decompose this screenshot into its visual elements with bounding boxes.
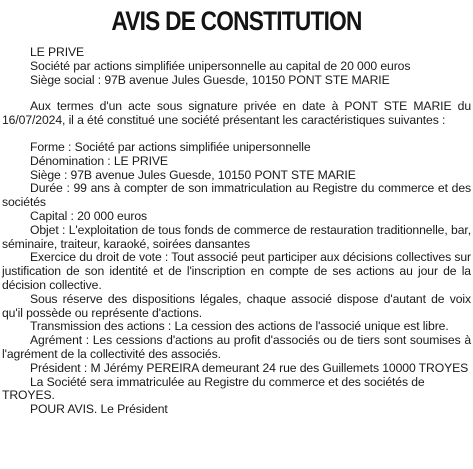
notice-body (2, 46, 471, 417)
notice-title: AVIS DE CONSTITUTION (111, 6, 362, 36)
clause-president: Président : M Jérémy PEREIRA demeurant 24 rue des Guillemets 10000 TROYES (30, 360, 469, 375)
clause-objet: Objet : L'exploitation de tous fonds de commerce de restauration traditionnelle, bar, séminaire, traiteur, karaoké, soirées dansantes (2, 222, 471, 251)
intro-paragraph: Aux termes d'un acte sous signature privée en date à PONT STE MARIE du 16/07/2024, il a été constitué une société présentant les caractéristiques suivantes : (2, 99, 471, 128)
clause-capital: Capital : 20 000 euros (30, 208, 148, 223)
header-company: LE PRIVE (30, 45, 85, 59)
signature-line: POUR AVIS. Le Président (30, 402, 168, 417)
clause-agrement: Agrément : Les cessions d'actions au profit d'associés ou de tiers sont soumises à l'agrément de la collectivité des associés. (2, 333, 471, 361)
header-capital: Société par actions simplifiée unipersonnelle au capital de 20 000 euros (30, 58, 411, 73)
clause-duree: Durée : 99 ans à compter de son immatriculation au Registre du commerce et des sociétés (2, 181, 471, 210)
clause-siege: Siège : 97B avenue Jules Guesde, 10150 PONT STE MARIE (30, 167, 356, 182)
clause-immatriculation: La Société sera immatriculée au Registre du commerce et des sociétés de TROYES. (2, 374, 425, 403)
header-seat: Siège social : 97B avenue Jules Guesde, 10150 PONT STE MARIE (30, 72, 390, 87)
clause-transmission: Transmission des actions : La cession des actions de l'associé unique est libre. (30, 319, 449, 334)
clause-forme: Forme : Société par actions simplifiée unipersonnelle (30, 139, 311, 154)
clause-reserve: Sous réserve des dispositions légales, chaque associé dispose d'autant de voix qu'il possède ou représente d'actions. (2, 291, 471, 320)
clause-denomination: Dénomination : LE PRIVE (30, 153, 168, 168)
clause-droit-vote: Exercice du droit de vote : Tout associé peut participer aux décisions collectives sur justification de son identité et de l'inscription en compte de ses actions au jour de la décision collective. (2, 250, 471, 292)
